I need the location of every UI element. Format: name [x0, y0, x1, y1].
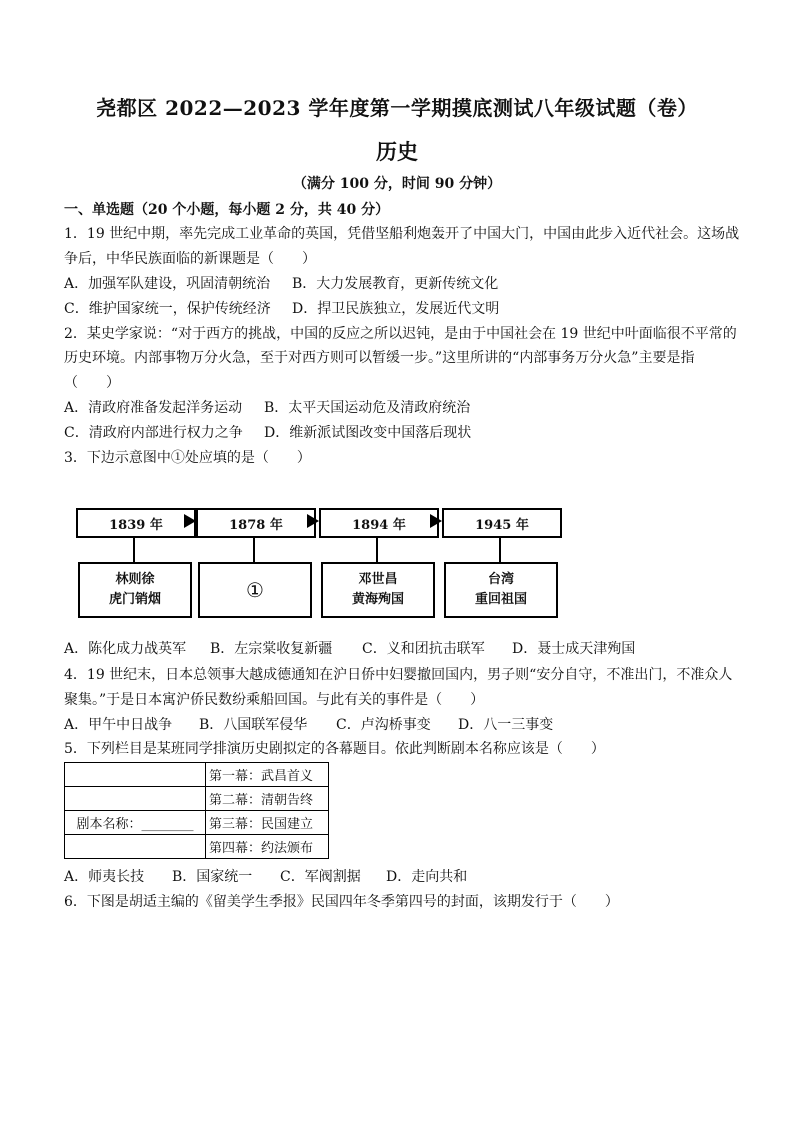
q4-stem-line1: 4．19 世纪末，日本总领事大越成德通知在沪日侨中妇婴撤回国内，男子则“安分自守，不准出门，不准众人: [64, 667, 733, 683]
year-box-1945: 1945 年: [442, 508, 562, 538]
q2-option-a[interactable]: A．清政府准备发起洋务运动: [64, 400, 243, 416]
q3-stem: 3．下边示意图中①处应填的是（ ）: [64, 450, 311, 466]
event-3-line1: 邓世昌: [358, 572, 398, 587]
q5-option-c[interactable]: C．军阀割据: [280, 869, 361, 885]
q1-option-c[interactable]: C．维护国家统一，保护传统经济: [64, 301, 271, 317]
table-row: [65, 787, 329, 811]
q2-option-b[interactable]: B．太平天国运动危及清政府统治: [264, 400, 471, 416]
event-1-line1: 林则徐: [115, 572, 155, 587]
q2-option-d[interactable]: D．维新派试图改变中国落后现状: [264, 425, 472, 441]
table-row: [65, 763, 329, 787]
connector-3: [376, 536, 378, 562]
q1-stem-line2: 争后，中华民族面临的新课题是（ ）: [64, 251, 316, 267]
q5-stem: 5．下列栏目是某班同学排演历史剧拟定的各幕题目。依此判断剧本名称应该是（ ）: [64, 741, 605, 757]
q4-options: [64, 716, 553, 734]
script-name-label: 剧本名称：________: [65, 811, 206, 835]
q1-option-d[interactable]: D．捍卫民族独立，发展近代文明: [292, 301, 500, 317]
q4-option-d[interactable]: D．八一三事变: [458, 717, 554, 733]
table-row: [65, 835, 329, 859]
q2-stem-line2: 历史环境。内部事物万分火急，至于对西方则可以暂缓一步。”这里所讲的“内部事务万分火急”主要是指: [64, 350, 695, 366]
connector-1: [133, 536, 135, 562]
subject-title: 历史: [376, 139, 418, 164]
q5-options: [64, 868, 467, 886]
play-acts-table: [64, 762, 329, 859]
event-box-1: [78, 562, 192, 618]
q3-option-a[interactable]: A．陈化成力战英军: [64, 641, 187, 657]
q4-option-a[interactable]: A．甲午中日战争: [64, 717, 173, 733]
q1-options-row2: [64, 300, 499, 318]
q3-option-b[interactable]: B．左宗棠收复新疆: [210, 641, 333, 657]
q1-stem-line1: 1．19 世纪中期，率先完成工业革命的英国，凭借坚船利炮轰开了中国大门，中国由此步入近代社会。这场战: [64, 226, 740, 242]
arrow-head-2: [307, 514, 319, 528]
event-box-4: [444, 562, 558, 618]
q2-options-row1: [64, 399, 470, 417]
event-box-3: [321, 562, 435, 618]
event-4-line1: 台湾: [487, 572, 514, 587]
connector-4: [499, 536, 501, 562]
score-time-note: （满分 100 分，时间 90 分钟）: [292, 176, 502, 192]
year-box-1894: 1894 年: [319, 508, 439, 538]
event-2-marker: ①: [246, 578, 264, 602]
q5-option-d[interactable]: D．走向共和: [386, 869, 468, 885]
event-4-line2: 重回祖国: [474, 592, 527, 607]
act-1: 第一幕：武昌首义: [206, 763, 329, 787]
q5-option-a[interactable]: A．师夷长技: [64, 869, 145, 885]
act-2: 第二幕：清朝告终: [206, 787, 329, 811]
q2-option-c[interactable]: C．清政府内部进行权力之争: [64, 425, 243, 441]
exam-title: 尧都区 2022—2023 学年度第一学期摸底测试八年级试题（卷）: [96, 96, 698, 120]
q2-options-row2: [64, 424, 471, 442]
q4-option-b[interactable]: B．八国联军侵华: [199, 717, 308, 733]
q3-options: [64, 640, 635, 658]
q1-options-row1: [64, 275, 498, 293]
q2-stem-line1: 2．某史学家说：“对于西方的挑战，中国的反应之所以迟钝，是由于中国社会在 19 世纪中叶面临很不平常的: [64, 326, 737, 342]
section-heading: 一、单选题（20 个小题，每小题 2 分，共 40 分）: [64, 202, 390, 218]
table-row: [65, 811, 329, 835]
event-3-line2: 黄海殉国: [351, 592, 404, 607]
event-1-line2: 虎门销烟: [108, 592, 161, 607]
table-cell-empty: [65, 835, 206, 859]
q3-option-d[interactable]: D．聂士成天津殉国: [512, 641, 636, 657]
act-4: 第四幕：约法颁布: [206, 835, 329, 859]
q3-option-c[interactable]: C．义和团抗击联军: [362, 641, 485, 657]
arrow-head-1: [184, 514, 196, 528]
q2-stem-line3: （ ）: [64, 375, 120, 391]
year-box-1878: 1878 年: [196, 508, 316, 538]
year-box-1839: 1839 年: [76, 508, 196, 538]
q1-option-a[interactable]: A．加强军队建设，巩固清朝统治: [64, 276, 271, 292]
timeline-diagram: [60, 500, 540, 625]
q1-option-b[interactable]: B．大力发展教育，更新传统文化: [292, 276, 499, 292]
q6-stem: 6．下图是胡适主编的《留美学生季报》民国四年冬季第四号的封面，该期发行于（ ）: [64, 894, 619, 910]
table-cell-empty: [65, 763, 206, 787]
event-box-2-blank: [198, 562, 312, 618]
q4-stem-line2: 聚集。”于是日本寓沪侨民数纷乘船回国。与此有关的事件是（ ）: [64, 692, 485, 708]
q5-option-b[interactable]: B．国家统一: [172, 869, 253, 885]
arrow-head-3: [430, 514, 442, 528]
table-cell-empty: [65, 787, 206, 811]
q4-option-c[interactable]: C．卢沟桥事变: [336, 717, 431, 733]
act-3: 第三幕：民国建立: [206, 811, 329, 835]
connector-2: [253, 536, 255, 562]
